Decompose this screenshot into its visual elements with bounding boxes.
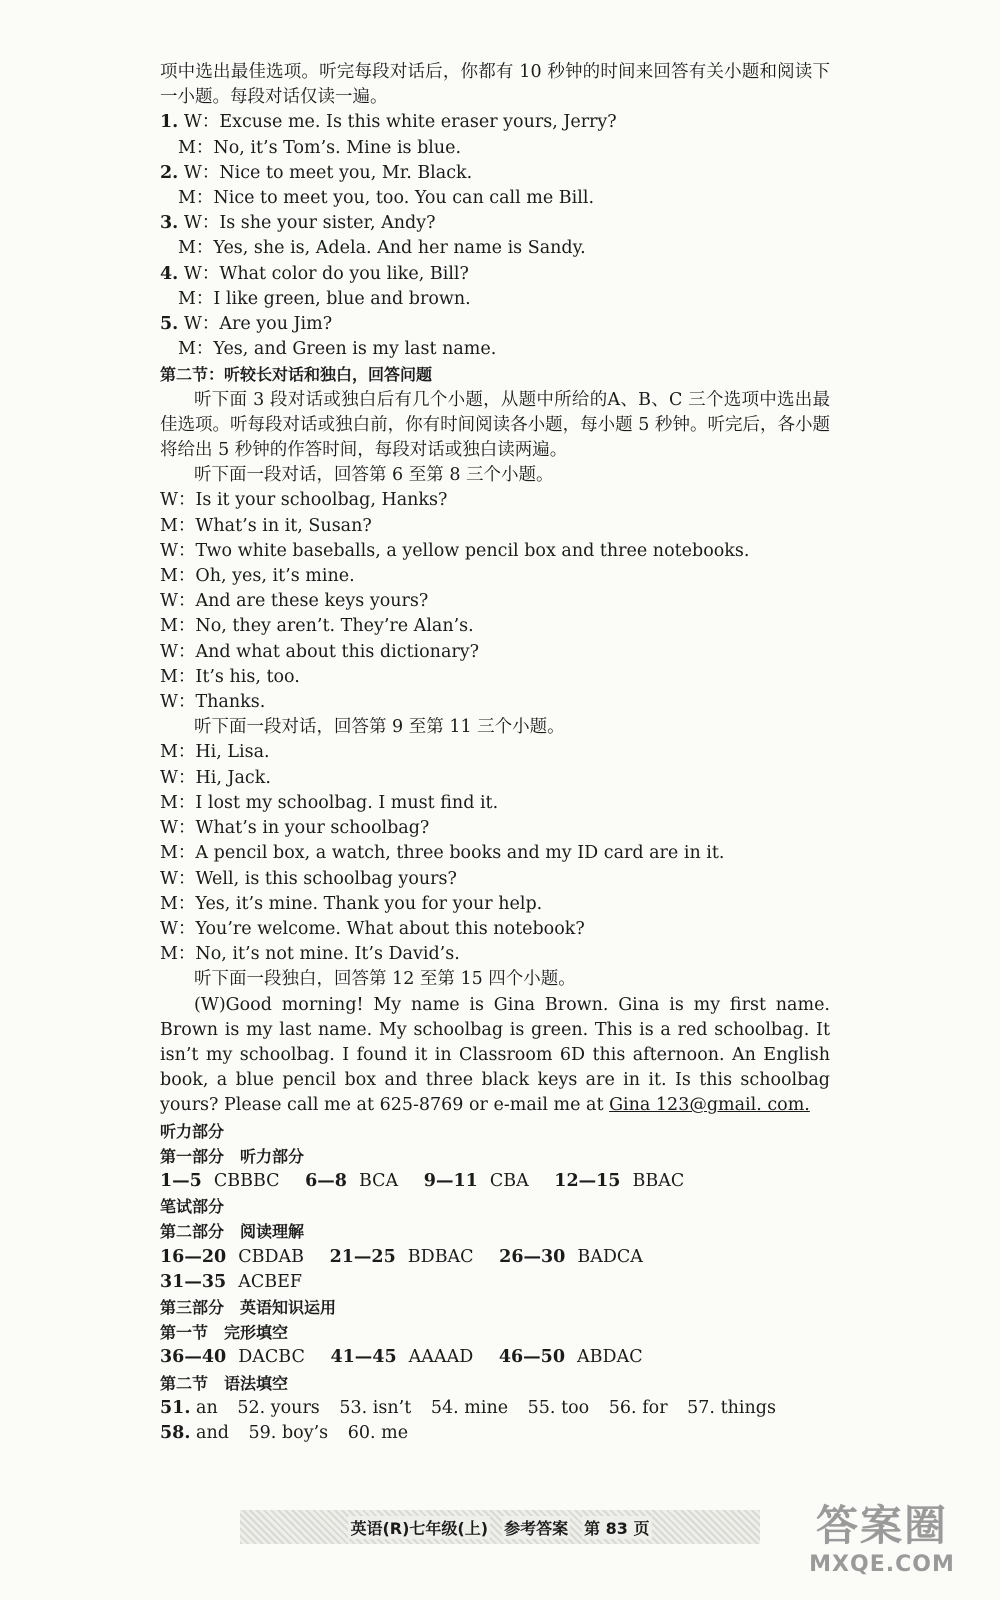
answer-group: 21—25 BDBAC	[329, 1246, 474, 1267]
sec2-title: 第二节 语法填空	[160, 1373, 289, 1393]
answer-group: 31—35 ACBEF	[160, 1271, 303, 1292]
part2-answers	[160, 1245, 830, 1270]
dialog-line: M：What’s in it, Susan?	[160, 515, 372, 536]
dialog-m-line: M：Yes, and Green is my last name.	[178, 339, 497, 360]
dialog-line: W：What’s in your schoolbag?	[160, 818, 430, 839]
answer-group: 16—20 CBDAB	[160, 1246, 304, 1267]
answer-page	[160, 60, 830, 1446]
dialog-line: W：Well, is this schoolbag yours?	[160, 868, 457, 889]
sec2-answers-row1	[160, 1396, 830, 1421]
dialog-line: M：No, they aren’t. They’re Alan’s.	[160, 616, 474, 637]
dialog-m-line: M：No, it’s Tom’s. Mine is blue.	[178, 137, 462, 158]
dialog-line: M：A pencil box, a watch, three books and my ID card are in it.	[160, 843, 725, 864]
listening-intro: 项中选出最佳选项。听完每段对话后，你都有 10 秒钟的时间来回答有关小题和阅读下一小题。每段对话仅读一遍。	[160, 62, 830, 108]
dialog-number: 5.	[160, 314, 179, 335]
answer-group: 9—11 CBA	[423, 1170, 529, 1191]
monologue-text: (W)Good morning! My name is Gina Brown. Gina is my first name. Brown is my last name. My schoolbag is green. This is a red schoolbag. It isn’t my schoolbag. I found it in Classroom 6D this afternoon. An English book, a blue pencil box and three black keys are in it. Is this schoolbag yours? Please call me at 625-8769 or e-mail me at	[160, 994, 830, 1116]
footer-page-number: 第 83 页	[582, 1516, 651, 1539]
answer-group: 26—30 BADCA	[499, 1246, 643, 1267]
dialog-item	[160, 262, 830, 312]
answer-group: 6—8 BCA	[305, 1170, 399, 1191]
answer-group: 12—15 BBAC	[554, 1170, 685, 1191]
dialog-w-line: W：What color do you like, Bill?	[183, 263, 469, 284]
dialog-line: W：Hi, Jack.	[160, 767, 271, 788]
page-footer	[240, 1510, 760, 1544]
dialog-item	[160, 161, 830, 211]
part2-title: 第二部分 阅读理解	[160, 1222, 305, 1242]
dialog-line: M：Oh, yes, it’s mine.	[160, 566, 355, 587]
short-dialogs	[160, 110, 830, 362]
watermark-top: 答案圈	[815, 1501, 948, 1550]
part3-title: 第三部分 英语知识运用	[160, 1297, 337, 1317]
dialog-line: W：Thanks.	[160, 692, 266, 713]
dialog-number: 3.	[160, 213, 179, 234]
fill-answer: 51. an	[160, 1397, 218, 1418]
monologue	[160, 993, 830, 1119]
dialog-m-line: M：Yes, she is, Adela. And her name is Sandy.	[178, 238, 586, 259]
dialog-line: W：And are these keys yours?	[160, 591, 429, 612]
dialog-w-line: W：Nice to meet you, Mr. Black.	[183, 162, 473, 183]
dialog-item	[160, 211, 830, 261]
dialog-m-line: M：I like green, blue and brown.	[178, 288, 471, 309]
answer-group: 36—40 DACBC	[160, 1347, 305, 1368]
part2b-answers	[160, 1270, 830, 1295]
dialog-number: 4.	[160, 263, 179, 284]
dialog-line: M：No, it’s not mine. It’s David’s.	[160, 944, 460, 965]
dialog-line: M：It’s his, too.	[160, 666, 300, 687]
fill-answer: 54. mine	[430, 1397, 509, 1418]
fill-answer: 53. isn’t	[339, 1397, 412, 1418]
fill-answer: 56. for	[608, 1397, 668, 1418]
footer-subject: 英语(R)七年级(上)	[348, 1516, 490, 1539]
dialog-w-line: W：Is she your sister, Andy?	[183, 213, 436, 234]
dialog-w-line: W：Excuse me. Is this white eraser yours, Jerry?	[183, 112, 617, 133]
sec2-answers-row2	[160, 1421, 830, 1446]
answer-group: 41—45 AAAAD	[330, 1347, 474, 1368]
dialog-line: M：I lost my schoolbag. I must find it.	[160, 792, 499, 813]
dialog-line: W：And what about this dictionary?	[160, 641, 480, 662]
footer-label: 参考答案	[502, 1516, 570, 1539]
dialog-number: 2.	[160, 162, 179, 183]
dialog-w-line: W：Are you Jim?	[183, 314, 333, 335]
dialog-line: M：Hi, Lisa.	[160, 742, 270, 763]
watermark-bottom: MXQE.COM	[809, 1552, 955, 1577]
fill-answer: 58. and	[160, 1422, 229, 1443]
dialog2	[160, 740, 830, 967]
listening-title: 听力部分	[160, 1121, 225, 1141]
part1-answers	[160, 1169, 830, 1194]
dialog-line: W：Two white baseballs, a yellow pencil box and three notebooks.	[160, 540, 750, 561]
fill-answer: 60. me	[347, 1422, 409, 1443]
dialog-m-line: M：Nice to meet you, too. You can call me Bill.	[178, 188, 595, 209]
dialog-item	[160, 312, 830, 362]
watermark-logo	[782, 1500, 982, 1590]
monologue-header: 听下面一段独白，回答第 12 至第 15 四个小题。	[194, 969, 576, 990]
monologue-email: Gina 123@gmail. com.	[609, 1095, 810, 1116]
fill-answer: 52. yours	[237, 1397, 320, 1418]
dialog2-header: 听下面一段对话，回答第 9 至第 11 三个小题。	[194, 717, 565, 738]
section2-intro: 听下面 3 段对话或独白后有几个小题，从题中所给的A、B、C 三个选项中选出最佳选项。听每段对话或独白前，你有时间阅读各小题，每小题 5 秒钟。听完后，各小题将给出 5 秒钟的作答时间，每段对话或独白读两遍。	[160, 389, 830, 461]
written-title: 笔试部分	[160, 1197, 225, 1217]
dialog-number: 1.	[160, 112, 179, 133]
answer-group: 46—50 ABDAC	[498, 1347, 643, 1368]
answer-key	[160, 1119, 830, 1447]
sec1-answers	[160, 1345, 830, 1370]
dialog-line: W：Is it your schoolbag, Hanks?	[160, 490, 448, 511]
fill-answer: 55. too	[527, 1397, 590, 1418]
fill-answer: 57. things	[687, 1397, 776, 1418]
dialog1-header: 听下面一段对话，回答第 6 至第 8 三个小题。	[194, 465, 554, 486]
sec1-title: 第一节 完形填空	[160, 1323, 289, 1343]
dialog-line: M：Yes, it’s mine. Thank you for your help.	[160, 893, 543, 914]
fill-answer: 59. boy’s	[248, 1422, 329, 1443]
dialog-item	[160, 110, 830, 160]
dialog1	[160, 488, 830, 715]
part1-title: 第一部分 听力部分	[160, 1146, 305, 1166]
section2-title: 第二节：听较长对话和独白，回答问题	[160, 365, 433, 385]
dialog-line: W：You’re welcome. What about this notebook?	[160, 918, 585, 939]
answer-group: 1—5 CBBBC	[160, 1170, 280, 1191]
